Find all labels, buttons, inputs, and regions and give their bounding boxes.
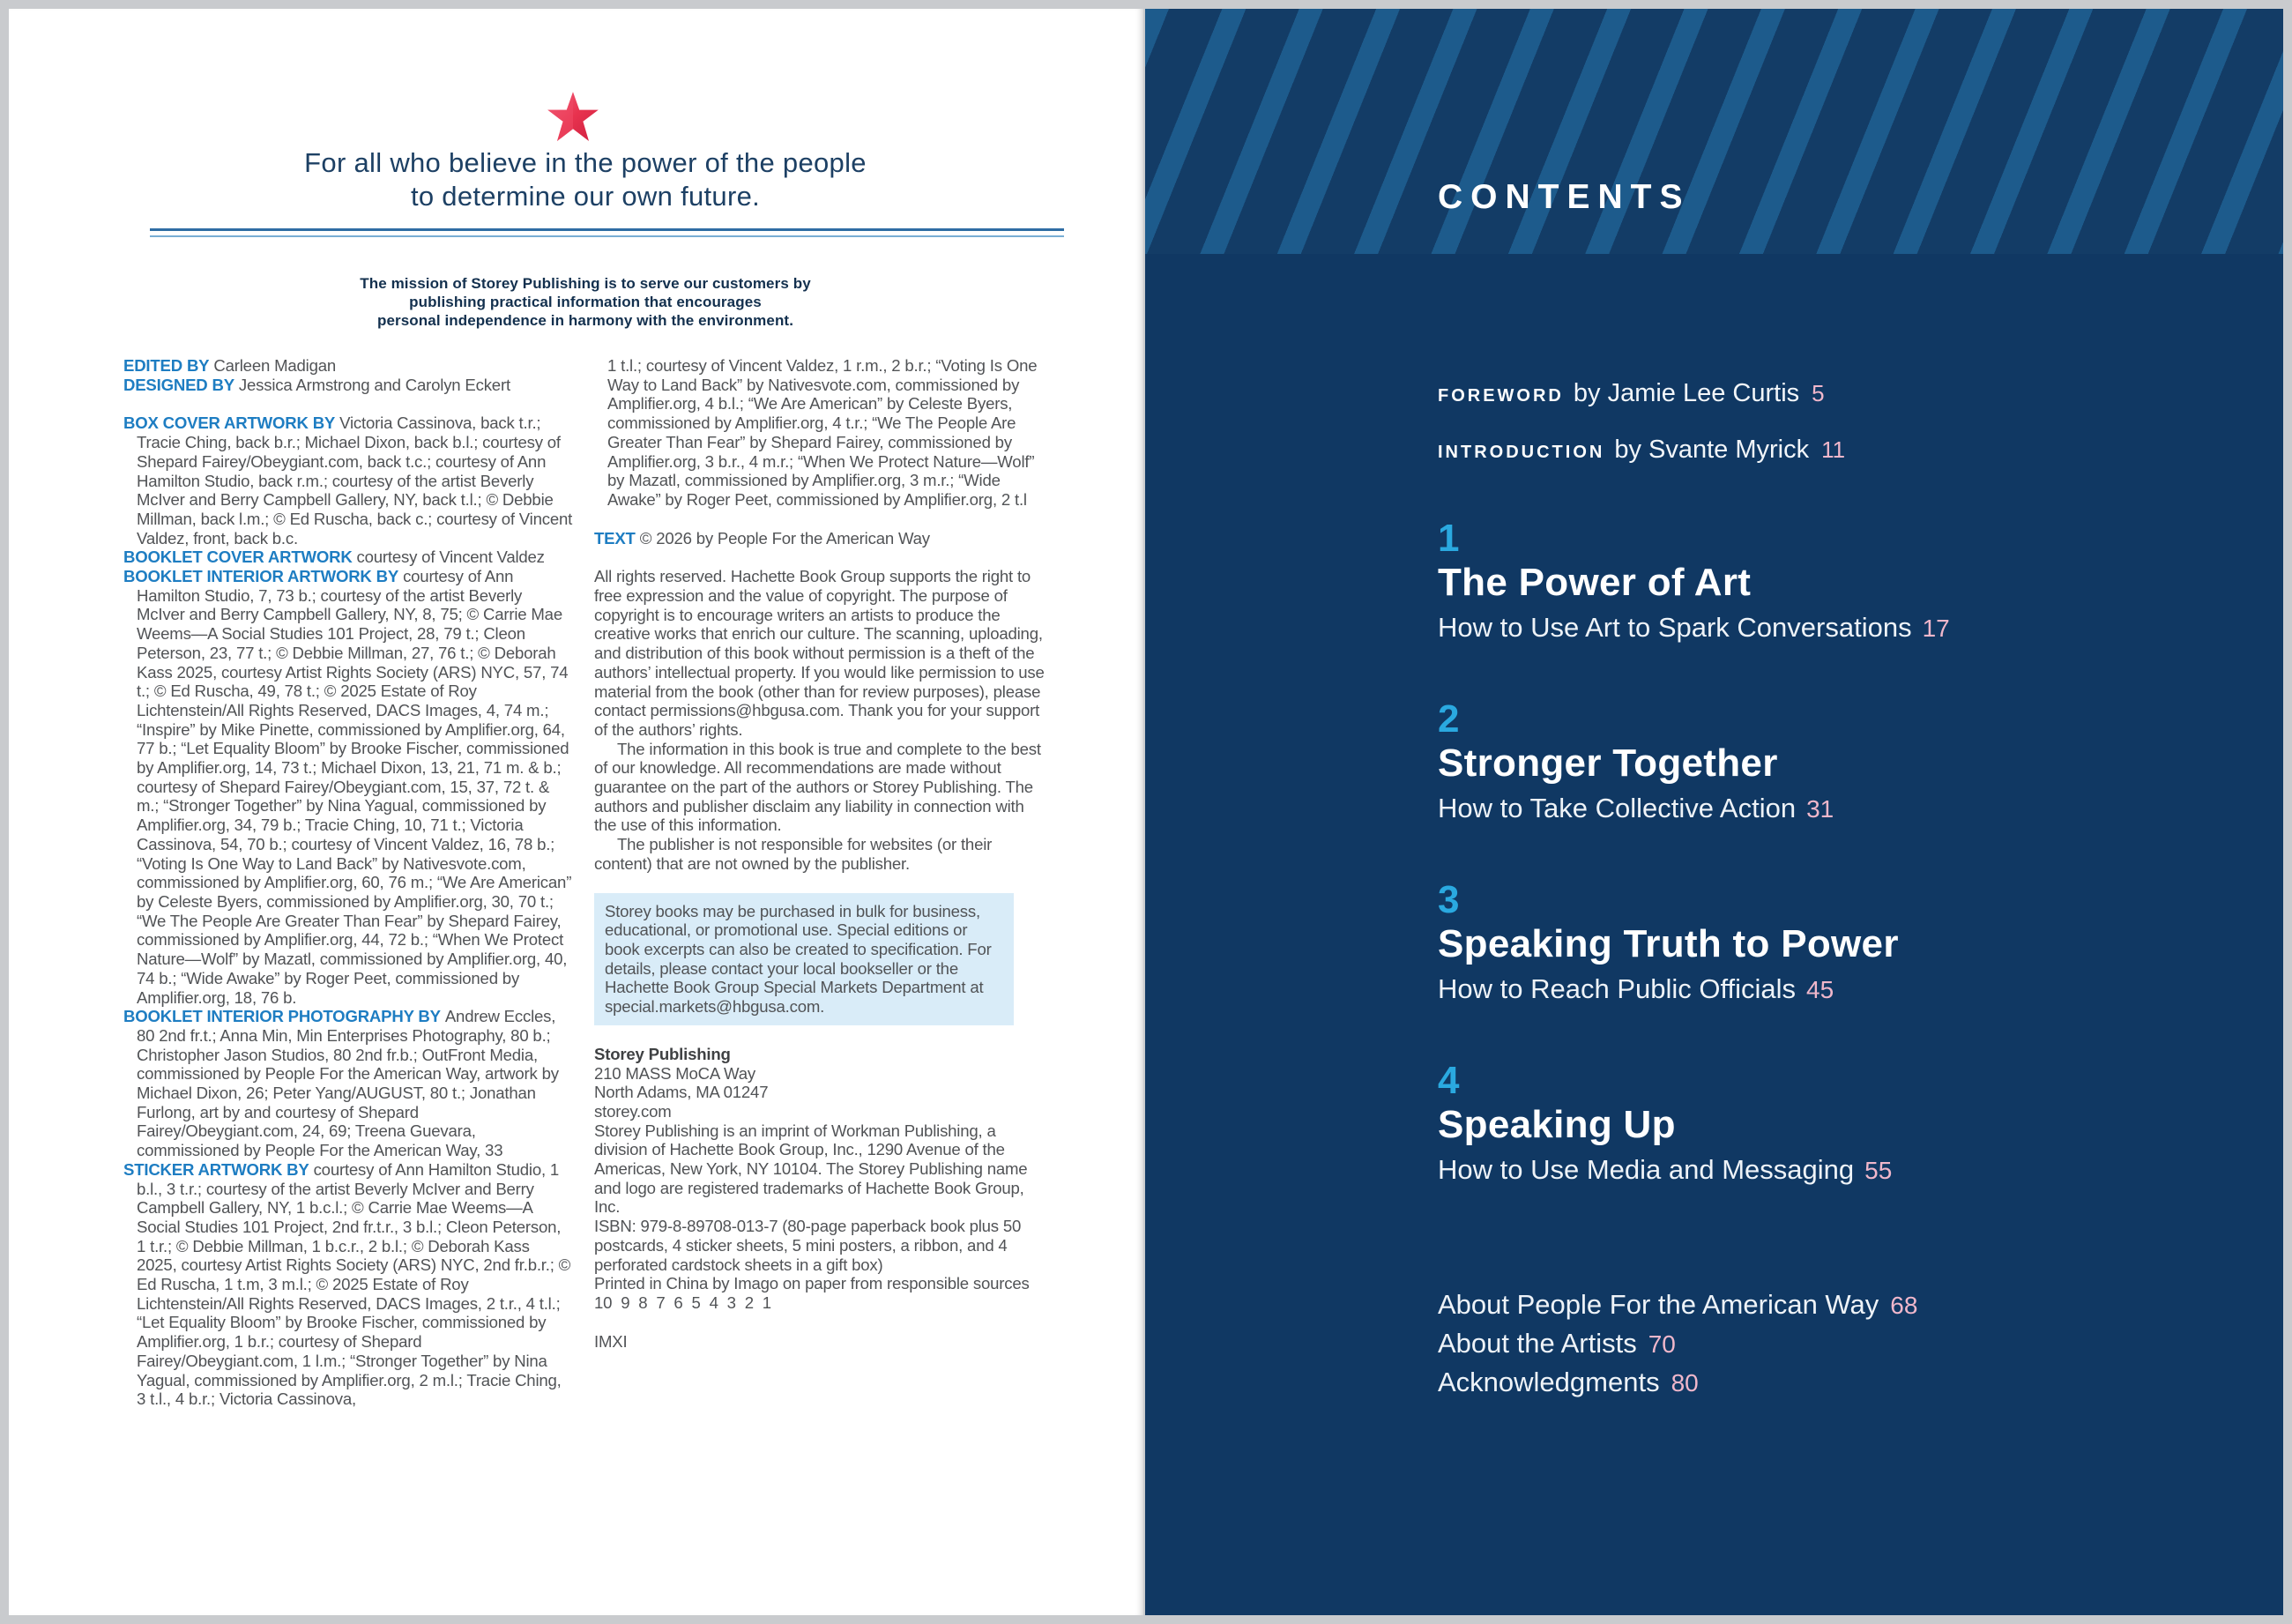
imxi-code: IMXI: [594, 1331, 628, 1351]
toc-label: INTRODUCTION: [1438, 443, 1605, 462]
credit-text: courtesy of Ann Hamilton Studio, 1 b.l., 3 t.r.; courtesy of the artist Beverly McIver and Berry Campbell Gallery, NY, 1 b.c.l.; © Carrie Mae Weems—A Social Studies 101 Project, 2nd fr.t.r., 3 b.l.; Cleon Peterson, 1 t.r.; © Debbie Millman, 1 b.c.r., 2 b.l.; © Deborah Kass 2025, courtesy Artist Rights Society (ARS) NYC, 2nd fr.b.r.; © Ed Ruscha, 1 t.m, 3 m.l.; © 2025 Estate of Roy Lichtenstein/All Rights Reserved, DACS Images, 2 t.r., 4 t.l.; “Let Equality Bloom” by Brooke Fischer, commissioned by Amplifier.org, 1 b.r.; courtesy of Shepard Fairey/Obeygiant.com, 1 l.m.; “Stronger Together” by Nina Yagual, commissioned by Amplifier.org, 2 m.l.; Tracie Ching, 3 t.l., 4 b.r.; Victoria Cassinova,: [137, 1159, 571, 1409]
credit-entry: [123, 548, 573, 567]
credit-entry: [123, 356, 573, 376]
mission-line: personal independence in harmony with the environment.: [376, 312, 794, 329]
toc-page-number: 70: [1648, 1330, 1676, 1358]
toc-label: About the Artists: [1438, 1328, 1637, 1359]
star-icon: [547, 91, 599, 144]
chapter-title: Speaking Up: [1438, 1103, 1676, 1146]
toc-page-number: 5: [1812, 380, 1825, 406]
dedication: [145, 146, 1026, 213]
credit-label: DESIGNED BY: [123, 375, 234, 394]
credit-text: Andrew Eccles, 80 2nd fr.t.; Anna Min, Min Enterprises Photography, 80 b.; Christopher Jason Studios, 80 2nd fr.b.; OutFront Media, commissioned by People For the American Way, artwork by Michael Dixon, 26; Peter Yang/AUGUST, 80 t.; Jonathan Furlong, art by and courtesy of Shepard Fairey/Obeygiant.com, 24, 69; Treena Guevara, commissioned by People For the American Way, 33: [137, 1007, 559, 1160]
toc-entry-about-artists: [1438, 1328, 1676, 1360]
credit-text: Jessica Armstrong and Carolyn Eckert: [238, 375, 510, 394]
credit-label: TEXT: [594, 528, 636, 548]
rights-notice: [594, 567, 1049, 873]
credit-entry: [123, 1007, 573, 1160]
toc-chapter-1: [1438, 518, 1950, 651]
address-line: 210 MASS MoCA Way: [594, 1063, 755, 1083]
toc-entry-acknowledgments: [1438, 1367, 1699, 1398]
toc-entry-about-pfaw: [1438, 1289, 1917, 1321]
credit-text: courtesy of Ann Hamilton Studio, 7, 73 b.; courtesy of the artist Beverly McIver and Berry Campbell Gallery, NY, 8, 75; © Carrie Mae Weems—A Social Studies 101 Project, 28, 79 t.; Cleon Peterson, 23, 77 t.; © Debbie Millman, 27, 76 t.; © Deborah Kass 2025, courtesy Artist Rights Society (ARS) NYC, 57, 74 t.; © Ed Ruscha, 49, 78 t.; © 2025 Estate of Roy Lichtenstein/All Rights Reserved, DACS Images, 4, 74 m.; “Inspire” by Mike Pinette, commissioned by Amplifier.org, 64, 77 b.; “Let Equality Bloom” by Brooke Fischer, commissioned by Amplifier.org, 14, 73 t.; Michael Dixon, 13, 21, 71 m. & b.; courtesy of Shepard Fairey/Obeygiant.com, 15, 37, 72 t. & m.; “Stronger Together” by Nina Yagual, commissioned by Amplifier.org, 34, 79 b.; Tracie Ching, 10, 71 t.; Victoria Cassinova, 54, 70 b.; courtesy of Vincent Valdez, 16, 78 b.; “Voting Is One Way to Land Back” by Nativesvote.com, commissioned by Amplifier.org, 60, 76 m.; “We Are American” by Celeste Byers, commissioned by Amplifier.org, 30, 70 t.; “We The People Are Greater Than Fear” by Shepard Fairey, commissioned by Amplifier.org, 44, 72 b.; “When We Protect Nature—Wolf” by Mazatl, commissioned by Amplifier.org, 40, 74 b.; “Wide Awake” by Roger Peet, commissioned by Amplifier.org, 18, 76 b.: [137, 567, 572, 1007]
credit-label: STICKER ARTWORK BY: [123, 1159, 309, 1179]
diagonal-stripe-band: [1145, 9, 2283, 254]
chapter-subtitle-row: [1438, 967, 1899, 1012]
credit-text: © 2026 by People For the American Way: [639, 528, 930, 548]
rights-paragraph: The publisher is not responsible for websites (or their content) that are not owned by the publisher.: [594, 835, 993, 873]
chapter-title: Stronger Together: [1438, 741, 1778, 785]
chapter-subtitle: How to Take Collective Action: [1438, 793, 1797, 823]
isbn-paragraph: ISBN: 979-8-89708-013-7 (80-page paperback book plus 50 postcards, 4 sticker sheets, 5 mini posters, a ribbon, and 4 perforated cardstock sheets in a gift box): [594, 1217, 1022, 1274]
mission-statement: [145, 274, 1026, 330]
publisher-address: [594, 1045, 1049, 1121]
credit-text: Carleen Madigan: [213, 356, 336, 375]
toc-label: About People For the American Way: [1438, 1289, 1879, 1320]
chapter-title: Speaking Truth to Power: [1438, 922, 1899, 965]
credit-text: courtesy of Vincent Valdez: [356, 548, 545, 567]
toc-label: Acknowledgments: [1438, 1367, 1660, 1397]
dedication-line: For all who believe in the power of the people: [304, 147, 867, 178]
toc-page-number: 11: [1821, 436, 1846, 463]
mission-line: The mission of Storey Publishing is to serve our customers by: [360, 275, 811, 292]
toc-page-number: 45: [1806, 976, 1834, 1003]
mission-line: publishing practical information that encourages: [409, 294, 762, 310]
bulk-purchase-note: Storey books may be purchased in bulk for business, educational, or promotional use. Special editions or book excerpts can also be created to specification. For details, please contact your local bookseller or the Hachette Book Group Special Markets Department at special.markets@hbgusa.com.: [594, 893, 1014, 1025]
chapter-number: 3: [1438, 878, 1460, 921]
chapter-title: The Power of Art: [1438, 561, 1752, 604]
credit-entry: [123, 413, 573, 548]
credits-column-1: [123, 356, 573, 1409]
chapter-subtitle-row: [1438, 786, 1834, 831]
credit-label: EDITED BY: [123, 356, 210, 375]
credit-label: BOOKLET INTERIOR ARTWORK BY: [123, 567, 399, 586]
chapter-number: 4: [1438, 1059, 1460, 1102]
copyright-page: [9, 9, 1143, 1615]
toc-page-number: 80: [1671, 1369, 1699, 1397]
toc-page-number: 68: [1890, 1292, 1918, 1319]
address-line: storey.com: [594, 1101, 672, 1121]
chapter-subtitle-row: [1438, 606, 1950, 651]
toc-chapter-4: [1438, 1060, 1892, 1193]
chapter-subtitle: How to Reach Public Officials: [1438, 973, 1797, 1004]
credit-entry: [123, 1160, 573, 1409]
credit-label: BOOKLET COVER ARTWORK: [123, 548, 353, 567]
credit-continuation: 1 t.l.; courtesy of Vincent Valdez, 1 r.m., 2 b.r.; “Voting Is One Way to Land Back” by Nativesvote.com, commissioned by Amplifier.org, 4 b.l.; “We Are American” by Celeste Byers, commissioned by Amplifier.org, 4 t.r.; “We The People Are Greater Than Fear” by Shepard Fairey, commissioned by Amplifier.org, 3 b.r., 4 m.r.; “When We Protect Nature—Wolf” by Mazatl, commissioned by Amplifier.org, 3 m.r.; “Wide Awake” by Roger Peet, commissioned by Amplifier.org, 2 t.l: [607, 356, 1038, 509]
double-rule-divider: [150, 228, 1064, 237]
rights-paragraph: The information in this book is true and complete to the best of our knowledge. All recommendations are made without guarantee on the part of the authors or Storey Publishing. The authors and publisher disclaim any liability in connection with the use of this information.: [594, 739, 1041, 835]
dedication-line: to determine our own future.: [410, 181, 761, 212]
credits-column-2: [594, 356, 1049, 1351]
publisher-name: Storey Publishing: [594, 1044, 731, 1063]
toc-page-number: 17: [1922, 615, 1950, 642]
toc-byline: by Svante Myrick: [1614, 436, 1810, 464]
toc-page-number: 31: [1806, 795, 1834, 823]
credit-text: Victoria Cassinova, back t.r.; Tracie Ching, back b.r.; Michael Dixon, back b.l.; courtesy of Shepard Fairey/Obeygiant.com, back t.c.; courtesy of Ann Hamilton Studio, back r.m.; courtesy of the artist Beverly McIver and Berry Campbell Gallery, NY, back t.l.; © Debbie Millman, back l.m.; © Ed Ruscha, back c.; courtesy of Vincent Valdez, front, back b.c.: [137, 413, 573, 548]
text-copyright-line: [594, 529, 1049, 548]
credit-entry: [123, 567, 573, 1007]
chapter-number: 2: [1438, 697, 1460, 741]
credit-label: BOOKLET INTERIOR PHOTOGRAPHY BY: [123, 1007, 441, 1026]
toc-chapter-3: [1438, 879, 1899, 1012]
toc-entry-foreword: [1438, 379, 1825, 408]
chapter-number: 1: [1438, 517, 1460, 560]
imprint-paragraph: Storey Publishing is an imprint of Workman Publishing, a division of Hachette Book Group, Inc., 1290 Avenue of the Americas, New York, NY 10104. The Storey Publishing name and logo are registered trademarks of Hachette Book Group, Inc.: [594, 1121, 1028, 1217]
chapter-subtitle: How to Use Art to Spark Conversations: [1438, 612, 1912, 643]
rights-paragraph: All rights reserved. Hachette Book Group supports the right to free expression and the value of copyright. The purpose of copyright is to encourage writers an artists to produce the creative works that enrich our culture. The scanning, uploading, and distribution of this book without permission is a theft of the authors’ intellectual property. If you would like permission to use material from the book (other than for review purposes), please contact permissions@hbgusa.com. Thank you for your support of the authors’ rights.: [594, 567, 1045, 739]
address-line: North Adams, MA 01247: [594, 1083, 769, 1102]
credit-entry: [123, 376, 573, 395]
toc-chapter-2: [1438, 698, 1834, 831]
credit-label: BOX COVER ARTWORK BY: [123, 413, 336, 433]
toc-page-number: 55: [1864, 1157, 1893, 1184]
toc-entry-introduction: [1438, 436, 1845, 465]
chapter-subtitle-row: [1438, 1148, 1892, 1193]
contents-page: [1145, 9, 2283, 1615]
toc-byline: by Jamie Lee Curtis: [1573, 379, 1800, 407]
print-run-numbers: 10 9 8 7 6 5 4 3 2 1: [594, 1292, 771, 1312]
page-title: CONTENTS: [1438, 178, 1691, 216]
chapter-subtitle: How to Use Media and Messaging: [1438, 1154, 1855, 1185]
printed-in-line: Printed in China by Imago on paper from responsible sources: [594, 1274, 1030, 1293]
toc-label: FOREWORD: [1438, 386, 1564, 406]
